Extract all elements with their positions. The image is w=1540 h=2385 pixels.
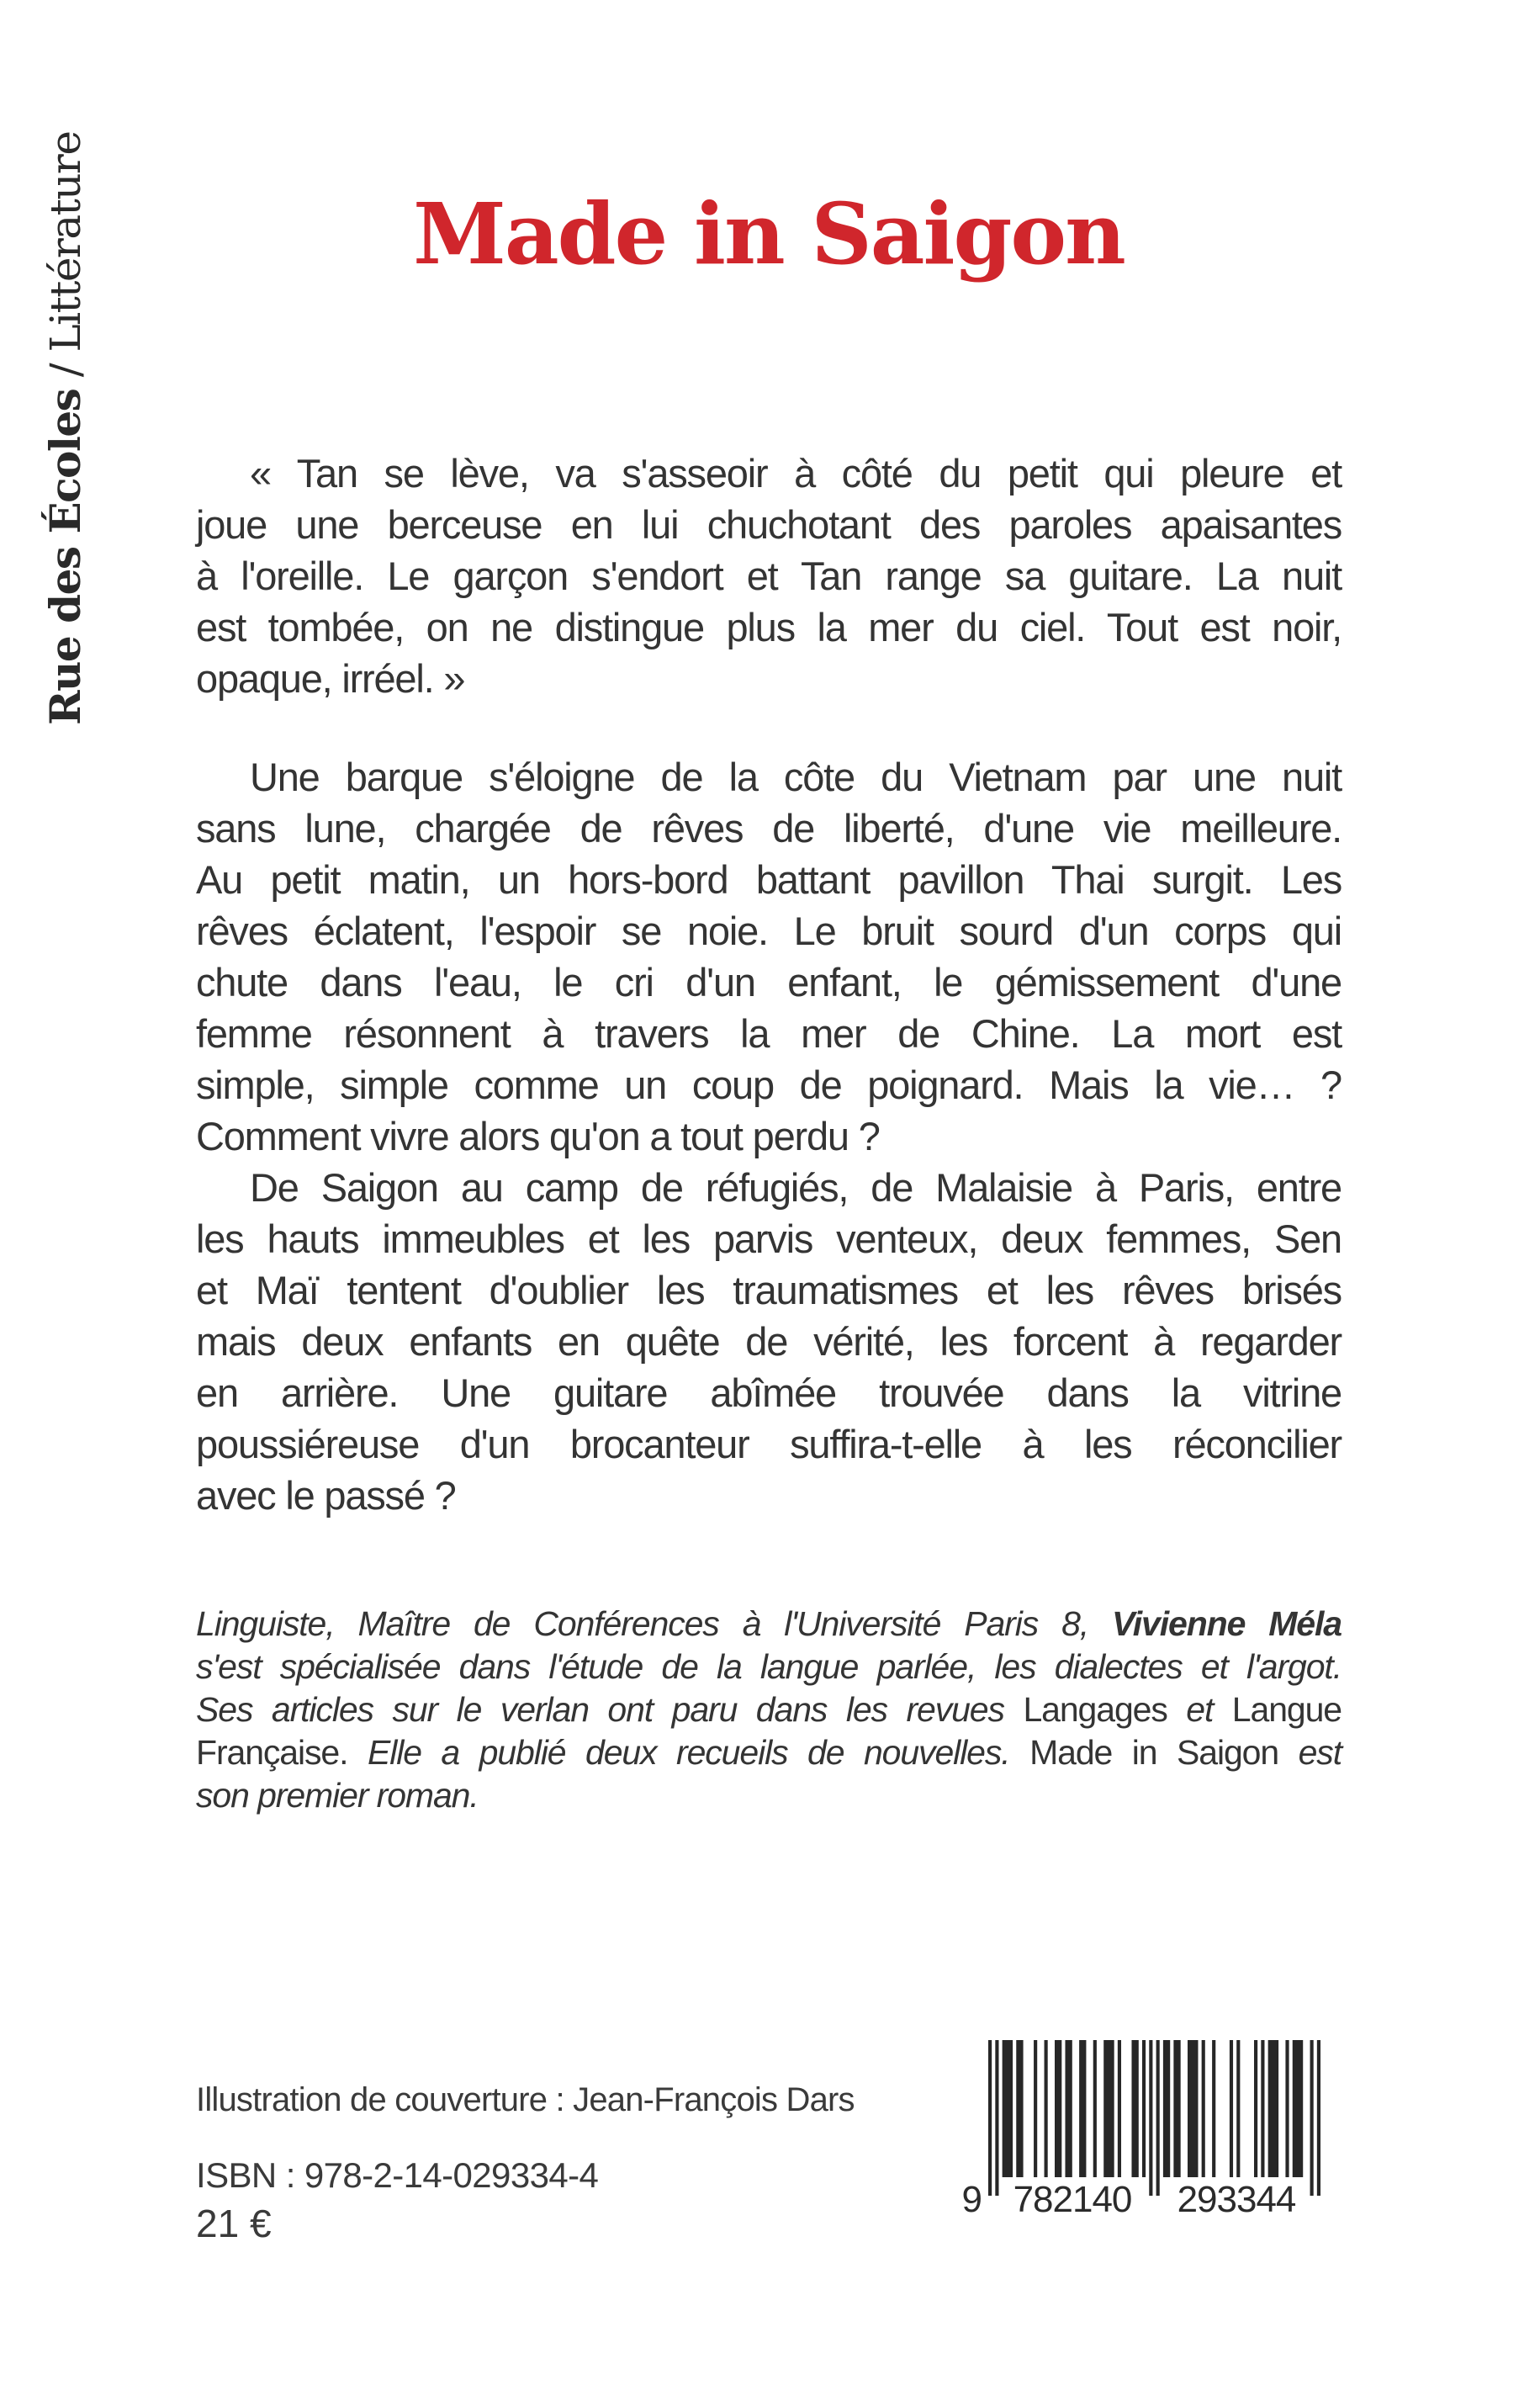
barcode-digits: 782140 [1013, 2179, 1132, 2219]
collection-genre: / Littérature [41, 131, 90, 390]
bio-line [196, 1603, 1342, 1646]
barcode-bar [988, 2040, 992, 2196]
barcode-bar [995, 2040, 998, 2196]
barcode-bar [1285, 2040, 1289, 2177]
blurb-paragraph [196, 751, 1342, 1162]
bio-segment: Vivienne Méla [1112, 1604, 1342, 1643]
blurb-line: De Saigon au camp de réfugiés, de Malaisie à Paris, entre [250, 1165, 1342, 1210]
collection-spine-label [40, 132, 90, 725]
barcode-bar [1236, 2040, 1240, 2177]
barcode-digits: 9 [961, 2179, 982, 2219]
cover-illustration-credit: Illustration de couverture : Jean-François Dars [196, 2081, 855, 2118]
blurb-line: joue une berceuse en lui chuchotant des paroles apaisantes [196, 502, 1342, 547]
blurb-line: est tombée, on ne distingue plus la mer du ciel. Tout est noir, [196, 605, 1342, 649]
barcode-bar [1268, 2040, 1278, 2177]
blurb-line: en arrière. Une guitare abîmée trouvée dans la vitrine [196, 1370, 1342, 1415]
blurb-line: « Tan se lève, va s'asseoir à côté du petit qui pleure et [250, 451, 1342, 496]
blurb-line: Une barque s'éloigne de la côte du Vietnam par une nuit [250, 755, 1342, 799]
blurb-line: rêves éclatent, l'espoir se noie. Le bruit sourd d'un corps qui [196, 909, 1342, 953]
isbn-number: ISBN : 978-2-14-029334-4 [196, 2155, 599, 2195]
barcode-bar [1254, 2040, 1257, 2177]
barcode-digits: 293344 [1177, 2179, 1296, 2219]
bio-line [196, 1774, 1342, 1817]
barcode-bar [1230, 2040, 1233, 2177]
collection-name: Rue des Écoles [40, 389, 90, 725]
barcode-bar [1293, 2040, 1303, 2177]
bio-segment: Linguiste, Maître de Conférences à l'Université Paris 8, [196, 1604, 1113, 1643]
barcode-bar [1045, 2040, 1048, 2177]
blurb-line: les hauts immeubles et les parvis venteux, deux femmes, Sen [196, 1216, 1342, 1261]
blurb-text [196, 448, 1342, 1521]
barcode-bar [1202, 2040, 1205, 2177]
barcode-bar [1118, 2040, 1121, 2177]
bio-segment: Ses articles sur le verlan ont paru dans les revues [196, 1690, 1024, 1729]
bio-segment: Langue [1231, 1690, 1342, 1729]
blurb-line: femme résonnent à travers la mer de Chine. La mort est [196, 1011, 1342, 1056]
blurb-line: et Maï tentent d'oublier les traumatismes et les rêves brisés [196, 1268, 1342, 1312]
blurb-line: simple, simple comme un coup de poignard. Mais la vie… ? [196, 1063, 1342, 1107]
barcode-bar [1310, 2040, 1314, 2196]
blurb-line: Comment vivre alors qu'on a tout perdu ? [196, 1114, 880, 1158]
bio-line [196, 1646, 1342, 1688]
bio-segment: Langages [1023, 1690, 1167, 1729]
bio-line [196, 1731, 1342, 1774]
author-bio [196, 1603, 1342, 1817]
bio-segment: et [1167, 1690, 1232, 1729]
blurb-line: avec le passé ? [196, 1473, 456, 1518]
bio-segment: Made in Saigon [1029, 1733, 1279, 1772]
blurb-line: poussiéreuse d'un brocanteur suffira-t-elle à les réconcilier [196, 1422, 1342, 1466]
bio-segment: s'est spécialisée dans l'étude de la langue parlée, les dialectes et l'argot. [196, 1647, 1342, 1686]
barcode-bar [1163, 2040, 1170, 2177]
barcode-bar [1131, 2040, 1138, 2177]
barcode-bar [1079, 2040, 1086, 2177]
barcode-bar [1142, 2040, 1146, 2177]
bio-segment: Elle a publié deux recueils de nouvelles. [347, 1733, 1030, 1772]
book-title: Made in Saigon [413, 184, 1125, 284]
barcode-bar [1103, 2040, 1114, 2177]
bio-segment: son premier roman. [196, 1776, 479, 1815]
blurb-line: à l'oreille. Le garçon s'endort et Tan range sa guitare. La nuit [196, 554, 1342, 598]
ean13-barcode [953, 2038, 1331, 2219]
blurb-line: mais deux enfants en quête de vérité, les forcent à regarder [196, 1319, 1342, 1364]
barcode-bar [1188, 2040, 1198, 2177]
barcode-bar [1149, 2040, 1152, 2196]
barcode-bar [1212, 2040, 1215, 2177]
barcode-bar [1065, 2040, 1072, 2177]
blurb-paragraph [196, 1162, 1342, 1521]
blurb-line: Au petit matin, un hors-bord battant pavillon Thai surgit. Les [196, 857, 1342, 902]
barcode-bar [1016, 2040, 1023, 2177]
blurb-line: chute dans l'eau, le cri d'un enfant, le gémissement d'une [196, 960, 1342, 1004]
barcode-bar [1156, 2040, 1160, 2196]
blurb-paragraph [196, 448, 1342, 704]
barcode-bar [1173, 2040, 1180, 2177]
bio-line [196, 1688, 1342, 1731]
price: 21 € [196, 2202, 272, 2245]
bio-segment: est [1278, 1733, 1342, 1772]
bio-segment: Française. [196, 1733, 348, 1772]
barcode-bar [1317, 2040, 1320, 2196]
barcode-bar [1055, 2040, 1061, 2177]
barcode-bar [1003, 2040, 1013, 2177]
blurb-line: opaque, irréel. » [196, 656, 465, 701]
barcode-bar [1261, 2040, 1264, 2177]
barcode-bar [1093, 2040, 1097, 2177]
barcode-bar [1034, 2040, 1037, 2177]
blurb-line: sans lune, chargée de rêves de liberté, d'une vie meilleure. [196, 806, 1342, 851]
